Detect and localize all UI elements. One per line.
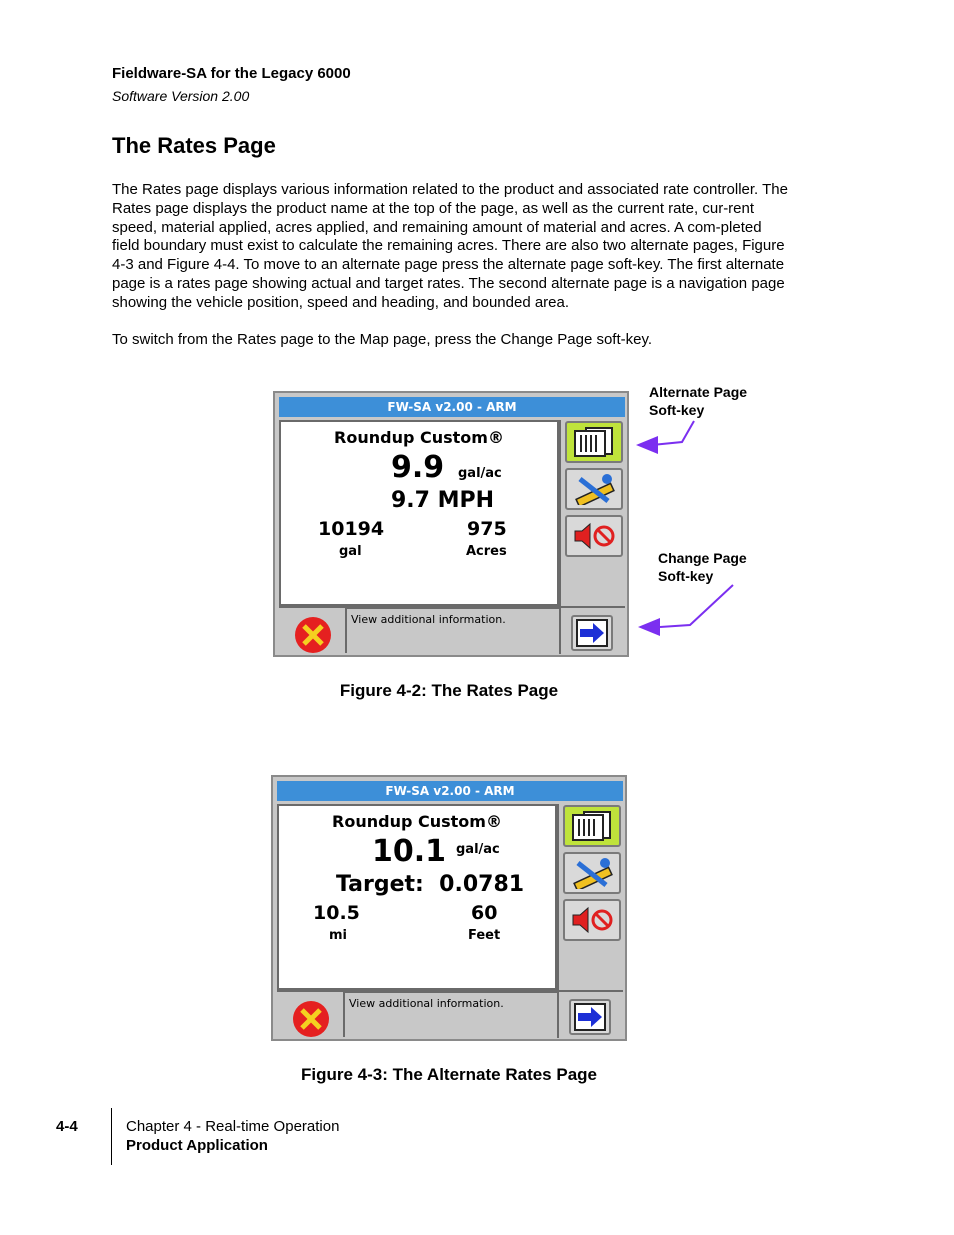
alternate-page-softkey[interactable]	[563, 805, 621, 847]
page-number: 4-4	[56, 1118, 78, 1135]
footer-section: Product Application	[126, 1137, 268, 1154]
distance-value: 10.5	[313, 902, 360, 924]
footer-divider	[111, 1108, 112, 1165]
mute-softkey[interactable]	[563, 899, 621, 941]
product-name: Roundup Custom®	[332, 812, 502, 831]
body-paragraph-2: To switch from the Rates page to the Map page, press the Change Page soft-key.	[112, 331, 653, 348]
cancel-icon[interactable]	[291, 999, 331, 1039]
tools-icon	[572, 473, 618, 505]
alternate-page-softkey[interactable]	[565, 421, 623, 463]
change-page-annotation: Change Page Soft-key	[658, 550, 747, 584]
acres-applied: 975	[467, 518, 507, 540]
status-message: View additional information.	[343, 991, 557, 1037]
width-value: 60	[471, 902, 498, 924]
actual-rate: 10.1	[372, 834, 447, 869]
target-rate: Target: 0.0781	[336, 872, 525, 897]
width-unit: Feet	[468, 928, 501, 943]
acres-unit: Acres	[466, 544, 507, 559]
change-page-arrow-icon	[576, 619, 608, 647]
change-page-arrow-icon	[574, 1003, 606, 1031]
distance-unit: mi	[329, 928, 348, 943]
screen-title-bar: FW-SA v2.00 - ARM	[277, 781, 623, 801]
pages-icon	[570, 810, 616, 842]
mute-icon	[572, 520, 618, 552]
mute-icon	[570, 904, 616, 936]
tools-softkey[interactable]	[565, 468, 623, 510]
annotation-arrows	[630, 415, 740, 645]
rate-unit: gal/ac	[458, 466, 502, 481]
material-unit: gal	[339, 544, 362, 559]
rates-display	[279, 420, 559, 606]
alternate-rates-display	[277, 804, 557, 990]
current-rate: 9.9	[391, 450, 445, 485]
mute-softkey[interactable]	[565, 515, 623, 557]
tools-softkey[interactable]	[563, 852, 621, 894]
material-applied: 10194	[318, 518, 385, 540]
status-message: View additional information.	[345, 607, 559, 653]
product-name: Roundup Custom®	[334, 428, 504, 447]
change-page-softkey[interactable]	[569, 999, 611, 1035]
document-title: Fieldware-SA for the Legacy 6000	[112, 65, 351, 82]
alternate-rates-page-screen	[271, 775, 627, 1041]
rate-unit: gal/ac	[456, 842, 500, 857]
cancel-icon[interactable]	[293, 615, 333, 655]
rates-page-screen	[273, 391, 629, 657]
figure-caption-2: Figure 4-3: The Alternate Rates Page	[300, 1065, 597, 1084]
pages-icon	[572, 426, 618, 458]
alternate-page-annotation: Alternate Page Soft-key	[649, 384, 748, 418]
screen-title-bar: FW-SA v2.00 - ARM	[279, 397, 625, 417]
figure-caption-1: Figure 4-2: The Rates Page	[339, 681, 559, 700]
footer-chapter: Chapter 4 - Real-time Operation	[126, 1118, 340, 1135]
tools-icon	[570, 857, 616, 889]
current-speed: 9.7 MPH	[391, 488, 495, 513]
software-version: Software Version 2.00	[112, 88, 250, 104]
section-heading: The Rates Page	[112, 133, 276, 158]
change-page-softkey[interactable]	[571, 615, 613, 651]
body-paragraph-1: The Rates page displays various information related to the product and associated rate controller. The Rates page displays the product name at the top of the page, as well as the current rate, cur-rent speed, material applied, acres applied, and remaining amount of material and acres. A com-pleted field boundary must exist to calculate the remaining acres. There are also two alternate pages, Figure 4-3 and Figure 4-4. To move to an alternate page press the alternate page soft-key. The first alternate page is a rates page showing actual and target rates. The second alternate page is a navigation page showing the vehicle position, speed and heading, and bounded area.	[112, 181, 788, 311]
